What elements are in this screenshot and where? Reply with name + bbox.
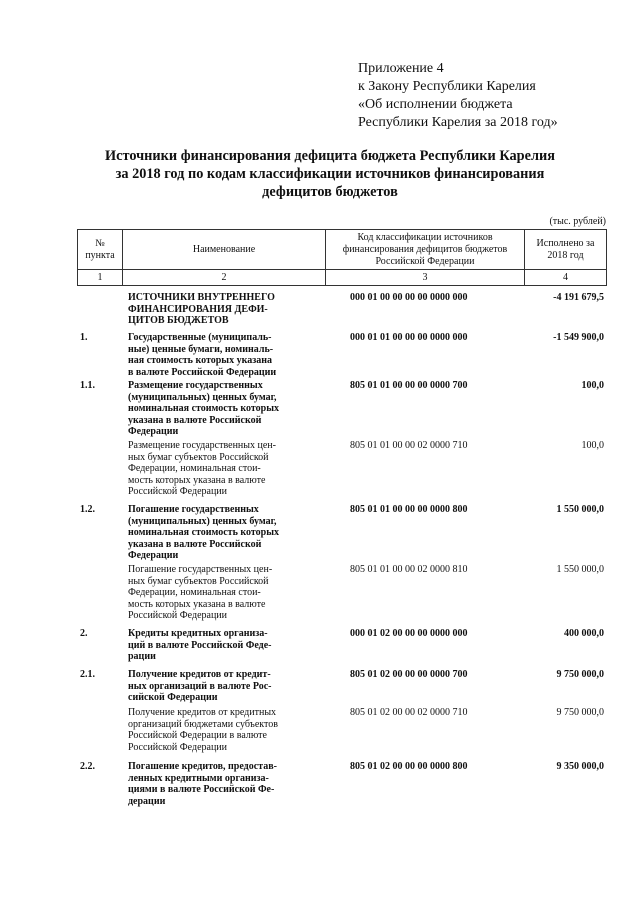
row-code: 000 01 00 00 00 00 0000 000: [350, 292, 468, 303]
header-index: 1: [78, 270, 123, 286]
row-value: 9 750 000,0: [556, 669, 604, 680]
table-row: [0, 761, 640, 811]
row-number: 1.2.: [80, 504, 95, 515]
row-value: 100,0: [581, 380, 604, 391]
row-value: 1 550 000,0: [556, 504, 604, 515]
unit-note: (тыс. рублей): [549, 216, 606, 227]
row-code: 805 01 01 00 00 00 0000 700: [350, 380, 468, 391]
appendix-line: Приложение 4: [358, 61, 444, 76]
row-name: Кредиты кредитных организа- ций в валюте Российской Феде- рации: [128, 628, 272, 663]
row-name: Погашение кредитов, предостав- ленных кредитными организа- циями в валюте Российской Фе- дерации: [128, 761, 277, 807]
row-number: 2.2.: [80, 761, 95, 772]
row-number: 1.1.: [80, 380, 95, 391]
row-value: -1 549 900,0: [553, 332, 604, 343]
row-code: 805 01 01 00 00 02 0000 810: [350, 564, 468, 575]
row-name: Погашение государственных (муниципальных) ценных бумаг, номинальная стоимость которых указана в валюте Российской Федерации: [128, 504, 280, 562]
table-body: [0, 292, 640, 811]
header-number: № пункта: [78, 230, 123, 270]
header-code: Код классификации источников финансирования дефицитов бюджетов Российской Федерации: [326, 230, 525, 270]
table-row: [0, 564, 640, 628]
row-code: 805 01 01 00 00 02 0000 710: [350, 440, 468, 451]
table-row: [0, 669, 640, 707]
title-line: за 2018 год по кодам классификации источников финансирования: [115, 166, 545, 182]
row-name: Размещение государственных (муниципальных) ценных бумаг, номинальная стоимость которых указана в валюте Российской Федерации: [128, 380, 280, 438]
title-line: Источники финансирования дефицита бюджета Республики Карелия: [105, 148, 555, 164]
header-index: 2: [123, 270, 326, 286]
row-code: 805 01 02 00 00 02 0000 710: [350, 707, 468, 718]
appendix-line: «Об исполнении бюджета: [358, 97, 513, 112]
appendix-line: Республики Карелия за 2018 год»: [358, 115, 558, 130]
table-row: [0, 440, 640, 504]
appendix-line: к Закону Республики Карелия: [358, 79, 536, 94]
row-name: Размещение государственных цен- ных бумаг субъектов Российской Федерации, номинальная стои- мость которых указана в валюте Российской Федерации: [128, 440, 276, 498]
row-value: 9 350 000,0: [556, 761, 604, 772]
table-row: [0, 380, 640, 440]
table-row: [0, 292, 640, 332]
row-value: -4 191 679,5: [553, 292, 604, 303]
row-name: Получение кредитов от кредит- ных организаций в валюте Рос- сийской Федерации: [128, 669, 272, 704]
row-number: 1.: [80, 332, 88, 343]
row-name: Государственные (муниципаль- ные) ценные бумаги, номиналь- ная стоимость которых указана в валюте Российской Федерации: [128, 332, 277, 378]
header-index: 3: [326, 270, 525, 286]
row-code: 000 01 02 00 00 00 0000 000: [350, 628, 468, 639]
header-executed: Исполнено за 2018 год: [525, 230, 607, 270]
row-code: 805 01 02 00 00 00 0000 800: [350, 761, 468, 772]
document-title: [60, 147, 600, 201]
table-header: [77, 229, 607, 286]
table-row: [0, 504, 640, 564]
header-index: 4: [525, 270, 607, 286]
table-row: [0, 707, 640, 761]
row-value: 9 750 000,0: [556, 707, 604, 718]
title-line: дефицитов бюджетов: [262, 184, 398, 200]
row-code: 805 01 01 00 00 00 0000 800: [350, 504, 468, 515]
row-number: 2.: [80, 628, 88, 639]
row-name: ИСТОЧНИКИ ВНУТРЕННЕГО ФИНАНСИРОВАНИЯ ДЕФИ- ЦИТОВ БЮДЖЕТОВ: [128, 292, 275, 327]
appendix-block: [358, 60, 628, 132]
table-row: [0, 628, 640, 669]
header-name: Наименование: [123, 230, 326, 270]
table-row: [0, 332, 640, 380]
row-name: Погашение государственных цен- ных бумаг субъектов Российской Федерации, номинальная стои- мость которых указана в валюте Российской Федерации: [128, 564, 273, 622]
row-name: Получение кредитов от кредитных организаций бюджетами субъектов Российской Федерации в валюте Российской Федерации: [128, 707, 278, 753]
row-number: 2.1.: [80, 669, 95, 680]
row-value: 400 000,0: [564, 628, 604, 639]
row-value: 1 550 000,0: [556, 564, 604, 575]
row-value: 100,0: [581, 440, 604, 451]
row-code: 000 01 01 00 00 00 0000 000: [350, 332, 468, 343]
row-code: 805 01 02 00 00 00 0000 700: [350, 669, 468, 680]
